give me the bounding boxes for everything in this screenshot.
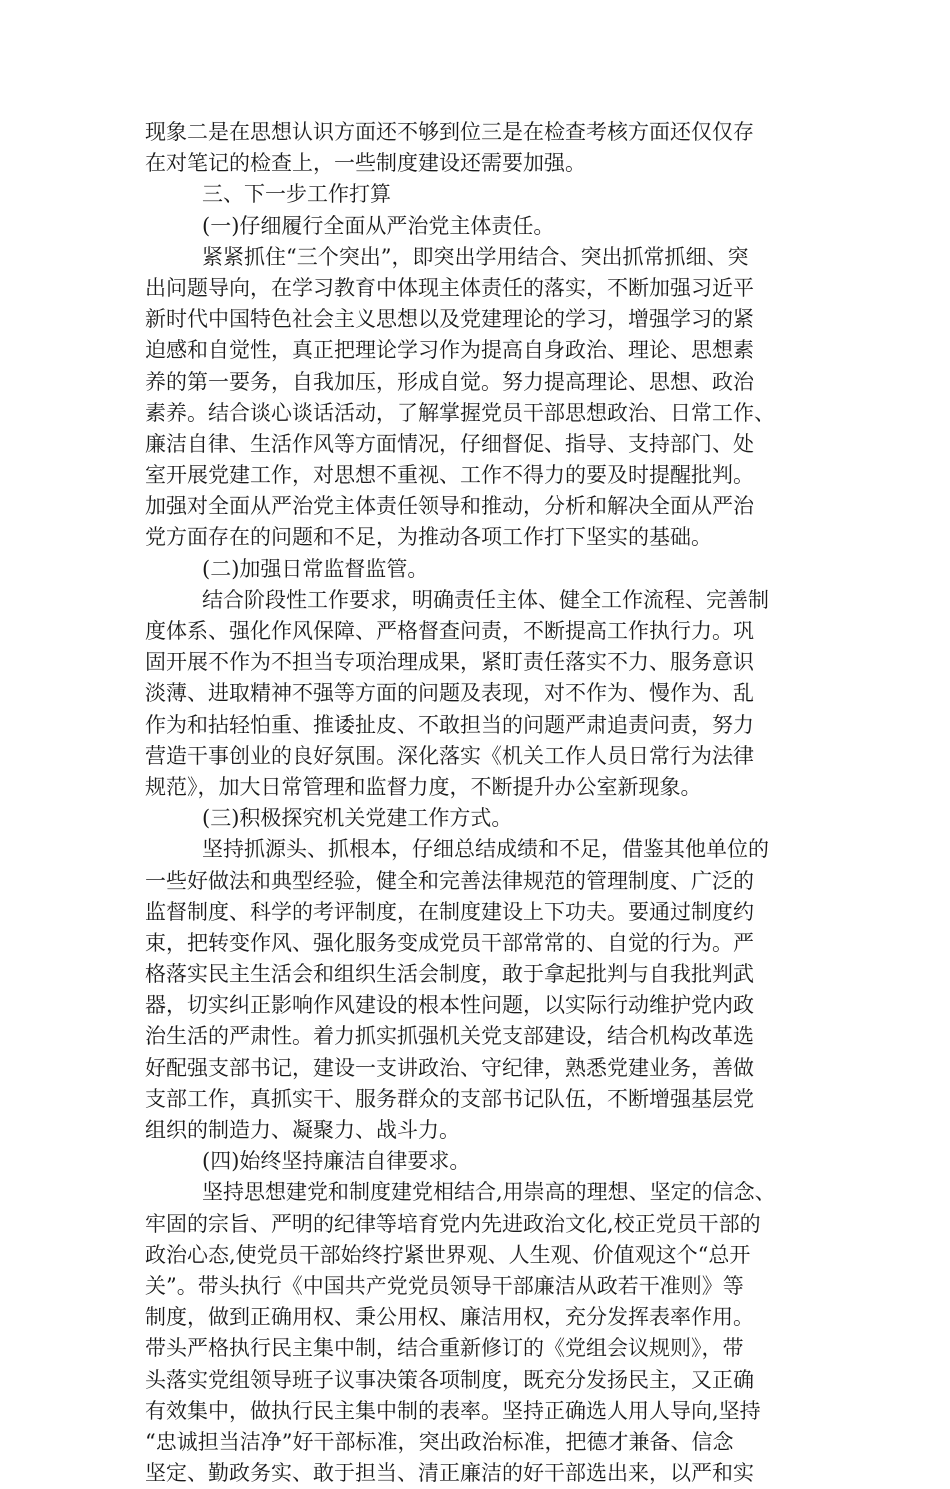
text-line: 监督制度、科学的考评制度，在制度建设上下功夫。要通过制度约 [145,899,754,924]
subsection-heading: (二)加强日常监督监管。 [202,556,429,581]
text-line: 一些好做法和典型经验，健全和完善法律规范的管理制度、广泛的 [145,868,754,893]
text-line: 头落实党组领导班子议事决策各项制度，既充分发扬民主，又正确 [145,1367,754,1392]
text-line: 坚持抓源头、抓根本，仔细总结成绩和不足，借鉴其他单位的 [202,837,769,862]
text-line: 结合阶段性工作要求，明确责任主体、健全工作流程、完善制 [202,587,769,612]
text-line: 现象二是在思想认识方面还不够到位三是在检查考核方面还仅仅存 [145,120,754,144]
text-line: 淡薄、进取精神不强等方面的问题及表现，对不作为、慢作为、乱 [145,681,754,706]
text-line: 素养。结合谈心谈话活动，了解掌握党员干部思想政治、日常工作、 [145,400,775,425]
text-line: 带头严格执行民主集中制，结合重新修订的《党组会议规则》，带 [145,1336,744,1361]
text-line: 廉洁自律、生活作风等方面情况，仔细督促、指导、支持部门、处 [145,431,754,456]
text-line: 规范》，加大日常管理和监督力度，不断提升办公室新现象。 [145,774,702,799]
section-heading: 三、下一步工作打算 [202,182,391,207]
text-line: 作为和拈轻怕重、推诿扯皮、不敢担当的问题严肃追责问责，努力 [145,712,754,737]
text-line: 度体系、强化作风保障、严格督查问责，不断提高工作执行力。巩 [145,619,754,643]
text-line: 制度，做到正确用权、秉公用权、廉洁用权，充分发挥表率作用。 [145,1305,754,1330]
text-line: 有效集中，做执行民主集中制的表率。坚持正确选人用人导向,坚持 [145,1398,761,1423]
text-line: 出问题导向，在学习教育中体现主体责任的落实，不断加强习近平 [145,275,754,300]
text-line: 迫感和自觉性，真正把理论学习作为提高自身政治、理论、思想素 [145,338,754,363]
subsection-heading: (三)积极探究机关党建工作方式。 [202,806,513,831]
text-line: 固开展不作为不担当专项治理成果，紧盯责任落实不力、服务意识 [145,650,754,675]
document-page [145,117,810,1489]
text-line: 坚定、勤政务实、敢于担当、清正廉洁的好干部选出来，以严和实 [145,1461,754,1486]
text-line: 加强对全面从严治党主体责任领导和推动，分析和解决全面从严治 [145,494,754,519]
text-line: 格落实民主生活会和组织生活会制度，敢于拿起批判与自我批判武 [145,962,754,987]
text-line: 在对笔记的检查上，一些制度建设还需要加强。 [145,151,586,176]
text-line: 器，切实纠正影响作风建设的根本性问题，以实际行动维护党内政 [145,993,754,1018]
text-line: 室开展党建工作，对思想不重视、工作不得力的要及时提醒批判。 [145,463,754,488]
text-line: 关”。带头执行《中国共产党党员领导干部廉洁从政若干准则》等 [145,1273,744,1298]
text-line: 养的第一要务，自我加压，形成自觉。努力提高理论、思想、政治 [145,369,754,394]
text-line: 牢固的宗旨、严明的纪律等培育党内先进政治文化,校正党员干部的 [145,1211,761,1236]
text-line: 支部工作，真抓实干、服务群众的支部书记队伍，不断增强基层党 [145,1086,754,1111]
text-line: “忠诚担当洁净”好干部标准，突出政治标准，把德才兼备、信念 [145,1429,734,1454]
subsection-heading: (四)始终坚持廉洁自律要求。 [202,1149,471,1174]
text-line: 政治心态,使党员干部始终拧紧世界观、人生观、价值观这个“总开 [145,1242,751,1267]
text-line: 紧紧抓住“三个突出”，即突出学用结合、突出抓常抓细、突 [202,244,749,269]
subsection-heading: (一)仔细履行全面从严治党主体责任。 [202,213,555,238]
text-line: 组织的制造力、凝聚力、战斗力。 [145,1118,460,1142]
text-line: 坚持思想建党和制度建党相结合,用崇高的理想、坚定的信念、 [202,1180,776,1205]
text-line: 治生活的严肃性。着力抓实抓强机关党支部建设，结合机构改革选 [145,1024,754,1049]
text-line: 好配强支部书记，建设一支讲政治、守纪律，熟悉党建业务，善做 [145,1055,754,1080]
text-line: 党方面存在的问题和不足，为推动各项工作打下坚实的基础。 [145,525,712,550]
text-line: 束，把转变作风、强化服务变成党员干部常常的、自觉的行为。严 [145,930,754,955]
text-line: 营造干事创业的良好氛围。深化落实《机关工作人员日常行为法律 [145,743,754,768]
text-line: 新时代中国特色社会主义思想以及党建理论的学习，增强学习的紧 [145,307,754,332]
